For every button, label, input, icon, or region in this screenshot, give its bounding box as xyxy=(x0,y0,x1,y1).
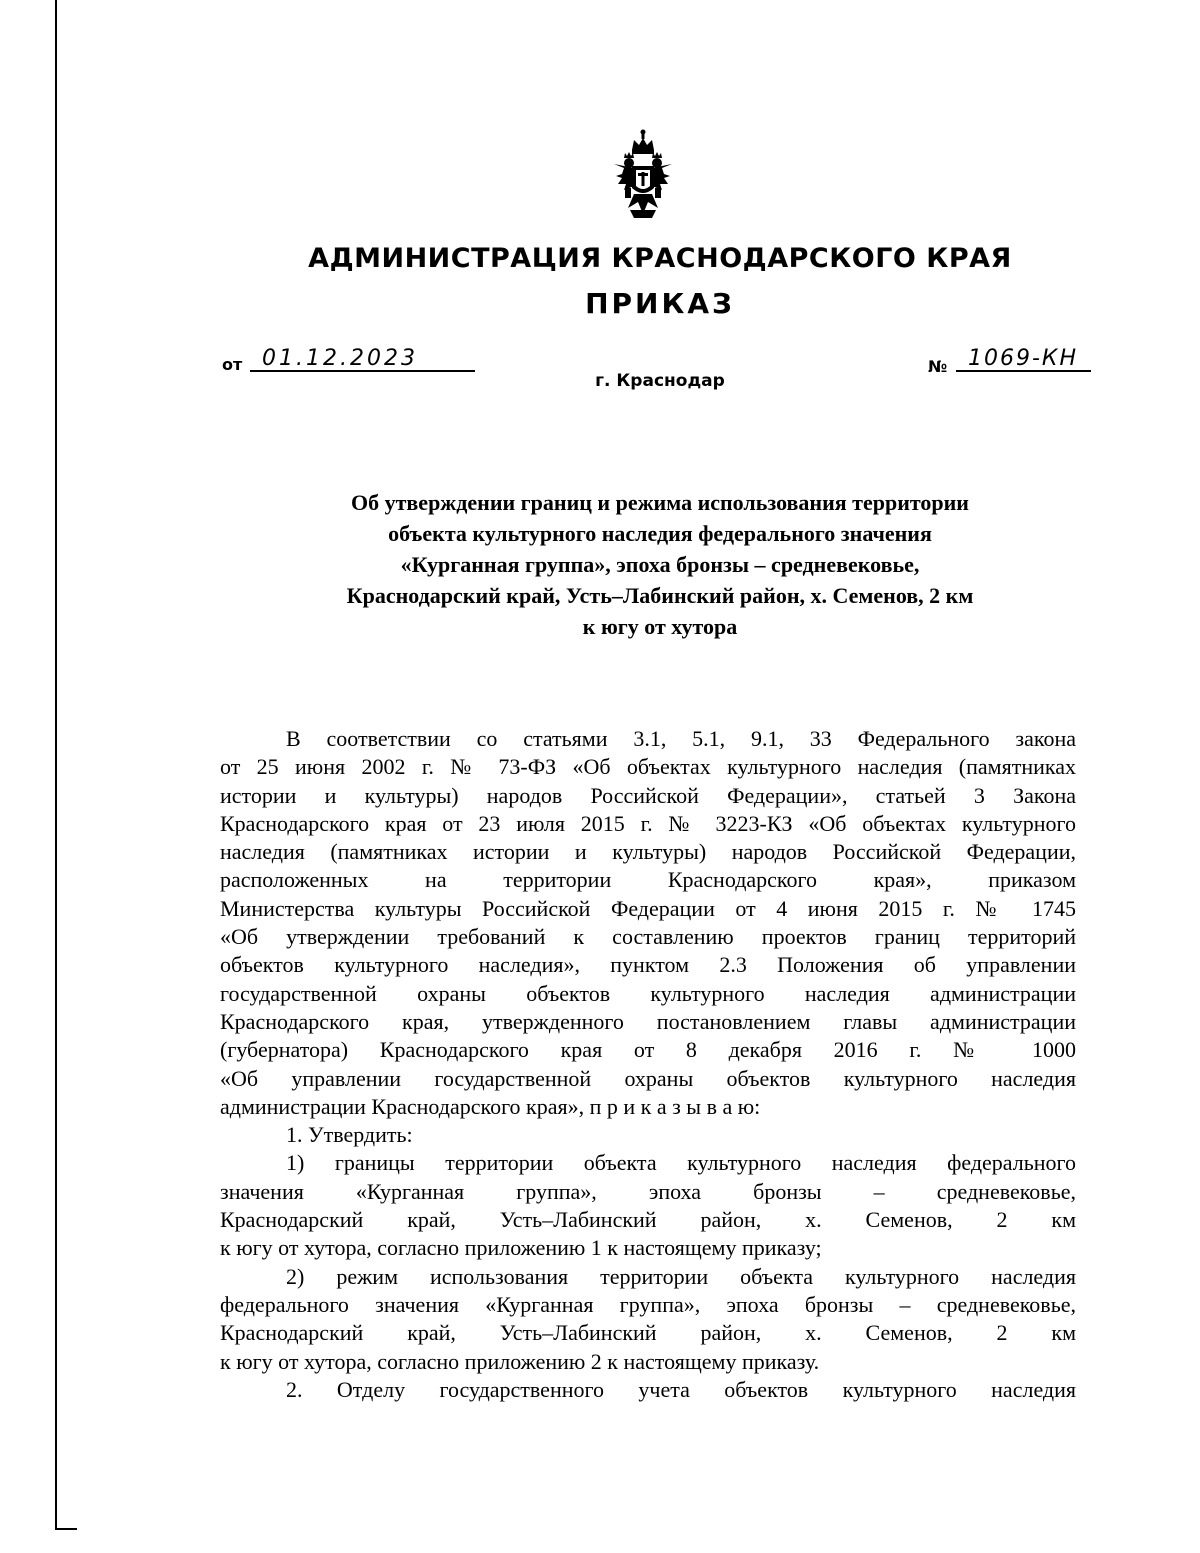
document-subject xyxy=(246,487,1074,642)
number-prefix: № xyxy=(928,357,948,376)
body-line: наследия (памятниках истории и культуры) народов Российской Федерации, xyxy=(220,839,1076,865)
body-line: от 25 июня 2002 г. № 73-ФЗ «Об объектах культурного наследия (памятниках xyxy=(220,754,1076,780)
body-line: В соответствии со статьями 3.1, 5.1, 9.1, 33 Федерального закона xyxy=(286,726,1076,751)
body-line: Краснодарского края от 23 июля 2015 г. № 3223-КЗ «Об объектах культурного xyxy=(220,810,1076,836)
body-line: государственной охраны объектов культурного наследия администрации xyxy=(220,980,1076,1006)
body-line: «Об утверждении требований к составлению проектов границ территорий xyxy=(220,924,1076,950)
body-line: 2) режим использования территории объекта культурного наследия xyxy=(286,1263,1076,1289)
subject-line: «Курганная группа», эпоха бронзы – средневековье, xyxy=(400,552,920,577)
date-value: 01.12.2023 xyxy=(262,346,418,371)
organization-title: АДМИНИСТРАЦИЯ КРАСНОДАРСКОГО КРАЯ xyxy=(308,243,1012,274)
subject-line: Об утверждении границ и режима использования территории xyxy=(351,490,969,515)
body-line: Министерства культуры Российской Федерации от 4 июня 2015 г. № 1745 xyxy=(220,895,1076,921)
document-body xyxy=(220,725,1076,1404)
number-value: 1069-КН xyxy=(968,346,1079,371)
body-line: (губернатора) Краснодарского края от 8 декабря 2016 г. № 1000 xyxy=(220,1037,1076,1063)
subject-line: Краснодарский край, Усть–Лабинский район, х. Семенов, 2 км xyxy=(346,583,974,608)
body-line: 1) границы территории объекта культурного наследия федерального xyxy=(286,1150,1076,1176)
body-line: администрации Краснодарского края», п р и к а з ы в а ю: xyxy=(220,1093,761,1119)
body-line: «Об управлении государственной охраны объектов культурного наследия xyxy=(220,1065,1076,1091)
scan-edge-bottom xyxy=(55,1528,77,1530)
subject-line: объекта культурного наследия федерального значения xyxy=(388,521,932,546)
body-line: федерального значения «Курганная группа», эпоха бронзы – средневековье, xyxy=(220,1291,1076,1317)
scan-edge-left xyxy=(55,0,57,1530)
body-line: Краснодарский край, Усть–Лабинский район, х. Семенов, 2 км xyxy=(220,1207,1076,1233)
body-line: значения «Курганная группа», эпоха бронзы – средневековье, xyxy=(220,1178,1076,1204)
body-line: расположенных на территории Краснодарского края», приказом xyxy=(220,867,1076,893)
coat-of-arms-icon xyxy=(612,128,674,220)
item-1: 1. Утвердить: xyxy=(286,1122,413,1148)
body-line: Краснодарский край, Усть–Лабинский район, х. Семенов, 2 км xyxy=(220,1320,1076,1346)
body-line: Краснодарского края, утвержденного постановлением главы администрации xyxy=(220,1008,1076,1034)
document-type: ПРИКАЗ xyxy=(585,287,735,320)
subject-line: к югу от хутора xyxy=(582,614,738,639)
body-line: истории и культуры) народов Российской Федерации», статьей 3 Закона xyxy=(220,782,1076,808)
city: г. Краснодар xyxy=(595,371,725,391)
body-line: к югу от хутора, согласно приложению 2 к настоящему приказу. xyxy=(220,1348,820,1374)
date-prefix: от xyxy=(222,355,243,374)
body-line: объектов культурного наследия», пунктом 2.3 Положения об управлении xyxy=(220,952,1076,978)
body-line: к югу от хутора, согласно приложению 1 к настоящему приказу; xyxy=(220,1235,822,1261)
body-line: 2. Отделу государственного учета объектов культурного наследия xyxy=(286,1376,1076,1402)
